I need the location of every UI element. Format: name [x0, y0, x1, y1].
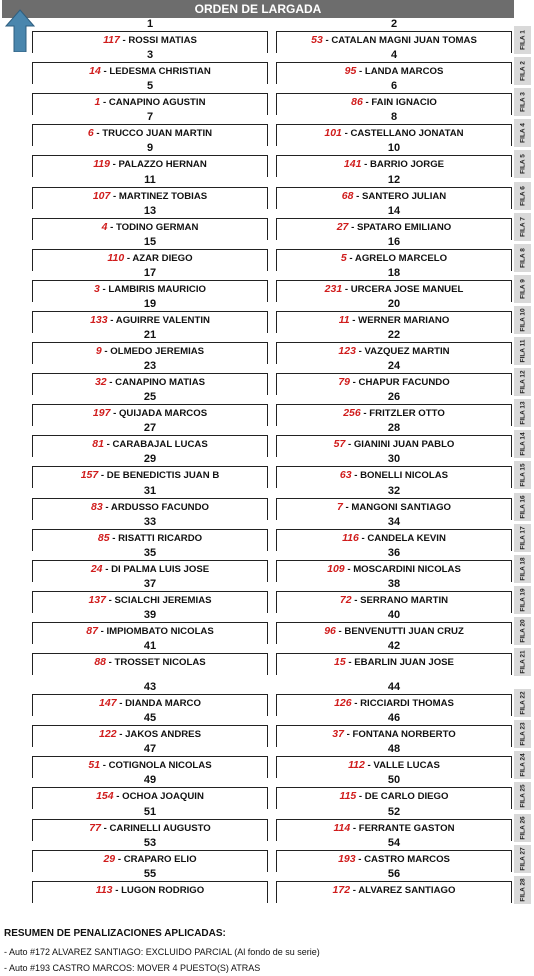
penalty-item: - Auto #193 CASTRO MARCOS: MOVER 4 PUESTO(S) ATRAS [4, 963, 261, 973]
car-number: 113 [95, 883, 113, 896]
row-label-text: FILA 17 [519, 525, 526, 550]
grid-position-number: 16 [387, 235, 401, 248]
separator: - [105, 594, 115, 606]
grid-position-number: 41 [143, 640, 157, 652]
car-number: 24 [90, 562, 103, 575]
row-label-text: FILA 7 [519, 216, 526, 237]
separator: - [99, 283, 109, 295]
row-label [514, 337, 531, 365]
car-number: 87 [86, 624, 98, 637]
separator: - [349, 314, 359, 326]
driver-name: JAKOS ANDRES [125, 729, 201, 741]
separator: - [364, 760, 374, 772]
row-label-text: FILA 20 [519, 619, 526, 643]
row-label-text: FILA 13 [519, 401, 526, 425]
driver-name: FONTANA NORBERTO [352, 729, 456, 741]
separator: - [101, 346, 111, 357]
car-number: 6 [87, 127, 94, 140]
driver-name: SCIALCHI JEREMIAS [114, 594, 212, 606]
row-label [514, 244, 531, 272]
car-number: 95 [344, 65, 357, 78]
car-number: 256 [343, 407, 361, 420]
separator: - [109, 159, 119, 171]
driver-name: URCERA JOSE MANUEL [350, 283, 464, 295]
separator: - [110, 408, 119, 420]
row-label-text: FILA 9 [519, 278, 526, 299]
grid-position-number: 50 [387, 774, 401, 787]
separator: - [116, 729, 126, 741]
driver-name: FAIN IGNACIO [371, 97, 437, 109]
car-number: 68 [341, 189, 354, 202]
car-number: 117 [103, 34, 120, 46]
driver-name: MOSCARDINI NICOLAS [353, 563, 461, 575]
separator: - [355, 853, 365, 865]
separator: - [103, 439, 113, 451]
car-number: 9 [95, 345, 102, 357]
car-number: 193 [338, 852, 356, 865]
driver-name: ARDUSSO FACUNDO [110, 501, 209, 513]
driver-name: MANGONI SANTIAGO [351, 501, 452, 513]
car-number: 119 [93, 158, 110, 171]
separator: - [350, 377, 359, 389]
driver-name: CASTRO MARCOS [364, 853, 450, 865]
grid-position-number: 20 [387, 297, 401, 310]
row-label-text: FILA 1 [519, 30, 526, 50]
row-label [514, 845, 531, 873]
row-label-text: FILA 26 [519, 815, 526, 840]
row-label-text: FILA 6 [519, 185, 526, 206]
row-label [514, 782, 531, 810]
car-number: 86 [351, 96, 363, 109]
car-number: 4 [101, 220, 108, 233]
grid-position-number: 38 [387, 577, 401, 590]
driver-name: FERRANTE GASTON [358, 822, 455, 834]
row-label [514, 399, 531, 427]
grid-position-number: 53 [143, 836, 157, 849]
grid-position-number: 29 [143, 453, 157, 466]
driver-name: BARRIO JORGE [369, 159, 445, 171]
car-number: 15 [334, 656, 346, 668]
row-label [514, 617, 531, 645]
grid-position-number: 37 [143, 577, 157, 590]
car-number: 85 [97, 531, 110, 544]
driver-name: SERRANO MARTIN [360, 594, 449, 606]
driver-name: DI PALMA LUIS JOSE [111, 563, 210, 575]
driver-name: WERNER MARIANO [358, 314, 450, 326]
driver-name: CHAPUR FACUNDO [358, 377, 450, 389]
row-label-text: FILA 25 [519, 784, 526, 809]
driver-name: MARTINEZ TOBIAS [118, 190, 208, 202]
separator: - [351, 594, 361, 606]
car-number: 231 [324, 282, 343, 295]
driver-name: CRAPARO ELIO [123, 853, 197, 865]
row-label [514, 524, 531, 552]
grid-position-number: 22 [387, 329, 401, 341]
driver-name: BONELLI NICOLAS [360, 470, 449, 482]
row-label-text: FILA 19 [519, 588, 526, 612]
driver-name: LAMBIRIS MAURICIO [108, 283, 206, 295]
separator: - [322, 35, 332, 46]
separator: - [342, 283, 351, 295]
page-title: ORDEN DE LARGADA [2, 0, 514, 18]
grid-position-number: 42 [387, 640, 401, 652]
separator: - [98, 470, 107, 482]
row-label-text: FILA 23 [519, 722, 526, 746]
car-number: 114 [333, 821, 351, 834]
separator: - [100, 822, 110, 834]
separator: - [110, 190, 119, 202]
car-number: 63 [339, 469, 352, 482]
car-number: 115 [339, 790, 357, 803]
separator: - [100, 66, 110, 78]
row-label-text: FILA 14 [519, 432, 526, 456]
driver-name: SPATARO EMILIANO [356, 221, 452, 233]
grid-slot [32, 881, 268, 903]
separator: - [346, 252, 355, 264]
car-number: 3 [94, 282, 100, 295]
grid-position-number: 31 [143, 484, 157, 497]
grid-position-number: 40 [387, 608, 401, 621]
grid-position-number: 45 [143, 712, 157, 725]
row-label [514, 368, 531, 396]
separator: - [353, 190, 362, 202]
driver-name: AGUIRRE VALENTIN [115, 314, 210, 326]
separator: - [360, 408, 370, 420]
separator: - [356, 66, 365, 78]
driver-name: GIANINI JUAN PABLO [353, 439, 455, 451]
car-number: 57 [333, 438, 346, 451]
car-number: 51 [88, 759, 101, 772]
grid-position-number: 8 [390, 111, 398, 124]
grid-position-number: 30 [387, 453, 401, 466]
grid-position-number: 4 [390, 49, 398, 62]
grid-position-number: 54 [387, 836, 401, 849]
driver-name: SANTERO JULIAN [362, 190, 447, 202]
separator: - [107, 314, 116, 326]
car-number: 5 [340, 251, 347, 264]
car-number: 110 [107, 251, 125, 264]
car-number: 83 [91, 500, 103, 513]
separator: - [341, 128, 351, 140]
separator: - [112, 884, 122, 896]
row-label-text: FILA 11 [519, 339, 526, 363]
grid-position-number: 56 [387, 867, 401, 880]
grid-position-number: 7 [146, 111, 154, 124]
separator: - [124, 252, 133, 264]
separator: - [350, 884, 359, 896]
grid-position-number: 52 [387, 805, 401, 818]
separator: - [348, 221, 357, 233]
driver-name: COTIGNOLA NICOLAS [108, 760, 212, 772]
grid-position-number: 23 [143, 360, 157, 373]
separator: - [100, 760, 109, 772]
grid-position-number: 9 [146, 142, 154, 155]
row-label-text: FILA 27 [519, 846, 526, 871]
car-number: 53 [311, 34, 323, 46]
row-label-text: FILA 4 [519, 123, 526, 144]
separator: - [102, 563, 112, 575]
row-label [514, 26, 531, 54]
row-label-text: FILA 12 [519, 370, 526, 394]
driver-name: TROSSET NICOLAS [114, 657, 206, 668]
grid-position-number: 21 [143, 329, 157, 341]
separator: - [106, 377, 116, 389]
separator: - [335, 625, 345, 637]
car-number: 1 [94, 96, 101, 109]
car-number: 77 [89, 821, 101, 834]
row-label-text: FILA 5 [519, 154, 526, 175]
driver-name: VALLE LUCAS [373, 760, 440, 772]
driver-name: BENVENUTTI JUAN CRUZ [344, 625, 464, 637]
grid-position-number: 49 [143, 774, 157, 787]
grid-position-number: 26 [387, 391, 401, 404]
separator: - [116, 698, 126, 710]
driver-name: OLMEDO JEREMIAS [110, 346, 205, 357]
grid-position-number: 14 [387, 204, 401, 217]
row-label [514, 275, 531, 303]
driver-name: OCHOA JOAQUIN [122, 791, 204, 803]
car-number: 147 [99, 697, 117, 710]
grid-position-number: 28 [387, 422, 401, 435]
driver-name: PALAZZO HERNAN [118, 159, 207, 171]
driver-name: ALVAREZ SANTIAGO [358, 884, 456, 896]
driver-name: CANDELA KEVIN [367, 532, 446, 544]
driver-name: ROSSI MATIAS [128, 35, 197, 46]
driver-name: RISATTI RICARDO [118, 532, 203, 544]
driver-name: TODINO GERMAN [115, 221, 199, 233]
driver-name: AZAR DIEGO [132, 252, 193, 264]
separator: - [345, 439, 354, 451]
car-number: 122 [99, 728, 117, 741]
row-label [514, 814, 531, 842]
row-label [514, 493, 531, 521]
grid-position-number: 25 [143, 391, 157, 404]
row-label [514, 119, 531, 147]
driver-name: EBARLIN JUAN JOSE [354, 657, 454, 668]
driver-name: CARINELLI AUGUSTO [109, 822, 211, 834]
separator: - [113, 791, 123, 803]
driver-name: FRITZLER OTTO [369, 408, 445, 420]
row-label [514, 720, 531, 748]
driver-name: CANAPINO MATIAS [115, 377, 206, 389]
grid-position-number: 36 [387, 546, 401, 559]
car-number: 137 [88, 593, 106, 606]
grid-position-number: 1 [146, 18, 154, 30]
grid-slot [276, 653, 512, 675]
row-label-text: FILA 24 [519, 753, 526, 777]
grid-position-number: 13 [143, 204, 157, 217]
car-number: 172 [332, 883, 351, 896]
driver-name: AGRELO MARCELO [354, 252, 448, 264]
driver-name: IMPIOMBATO NICOLAS [106, 625, 214, 637]
car-number: 37 [332, 728, 344, 741]
grid-position-number: 5 [146, 80, 154, 93]
car-number: 123 [338, 345, 356, 357]
separator: - [93, 128, 103, 140]
separator: - [358, 532, 368, 544]
row-label [514, 57, 531, 85]
grid-position-number: 24 [387, 360, 401, 373]
car-number: 116 [342, 531, 359, 544]
car-number: 32 [94, 376, 107, 389]
grid-position-number: 10 [387, 142, 401, 155]
car-number: 157 [80, 469, 99, 482]
car-number: 101 [324, 127, 342, 140]
grid-position-number: 44 [387, 681, 401, 694]
driver-name: VAZQUEZ MARTIN [364, 346, 450, 357]
row-label-text: FILA 10 [519, 308, 526, 332]
separator: - [344, 563, 354, 575]
separator: - [356, 791, 365, 803]
driver-name: TRUCCO JUAN MARTIN [102, 128, 213, 140]
grid-position-number: 18 [387, 266, 401, 279]
driver-name: DE BENEDICTIS JUAN B [106, 470, 220, 482]
car-number: 96 [324, 624, 336, 637]
grid-position-number: 6 [390, 80, 398, 93]
driver-name: CANAPINO AGUSTIN [108, 97, 206, 109]
car-number: 11 [338, 313, 350, 326]
car-number: 72 [339, 593, 352, 606]
car-number: 133 [90, 313, 108, 326]
row-label [514, 586, 531, 614]
penalties-title: RESUMEN DE PENALIZACIONES APLICADAS: [4, 928, 226, 939]
car-number: 81 [92, 438, 104, 451]
row-label-text: FILA 15 [519, 463, 526, 488]
separator: - [361, 159, 370, 171]
separator: - [350, 822, 359, 834]
row-label [514, 461, 531, 489]
driver-name: LEDESMA CHRISTIAN [109, 66, 211, 78]
separator: - [351, 470, 361, 482]
grid-position-number: 17 [143, 266, 157, 279]
driver-name: LANDA MARCOS [364, 66, 444, 78]
row-label-text: FILA 16 [519, 494, 526, 519]
grid-position-number: 15 [143, 235, 157, 248]
car-number: 109 [327, 562, 345, 575]
grid-position-number: 55 [143, 867, 157, 880]
row-label-text: FILA 2 [519, 61, 526, 81]
grid-position-number: 43 [143, 681, 157, 694]
car-number: 126 [334, 697, 352, 710]
grid-position-number: 19 [143, 297, 157, 310]
car-number: 27 [336, 220, 349, 233]
row-label [514, 555, 531, 583]
grid-slot [32, 653, 268, 675]
grid-position-number: 51 [143, 805, 157, 818]
car-number: 154 [96, 790, 114, 803]
row-label-text: FILA 18 [519, 557, 526, 581]
row-label-text: FILA 3 [519, 92, 526, 112]
separator: - [345, 657, 355, 668]
grid-position-number: 2 [390, 18, 398, 30]
driver-name: CASTELLANO JONATAN [350, 128, 464, 140]
separator: - [343, 729, 353, 741]
row-label-text: FILA 22 [519, 691, 526, 715]
row-label [514, 182, 531, 210]
car-number: 141 [343, 158, 362, 171]
row-label [514, 306, 531, 334]
grid-position-number: 46 [387, 712, 401, 725]
separator: - [119, 35, 129, 46]
car-number: 14 [89, 65, 101, 78]
separator: - [362, 97, 372, 109]
car-number: 107 [92, 189, 111, 202]
row-label [514, 876, 531, 904]
row-label-text: FILA 8 [519, 247, 526, 268]
separator: - [351, 698, 361, 710]
grid-position-number: 35 [143, 546, 157, 559]
separator: - [106, 657, 115, 668]
car-number: 112 [348, 759, 365, 772]
grid-position-number: 12 [387, 173, 401, 186]
row-label [514, 213, 531, 241]
grid-position-number: 48 [387, 743, 401, 756]
car-number: 88 [94, 656, 106, 668]
driver-name: DE CARLO DIEGO [364, 791, 449, 803]
row-label-text: FILA 28 [519, 878, 526, 902]
separator: - [102, 501, 111, 513]
row-label-text: FILA 21 [519, 650, 526, 674]
driver-name: CATALAN MAGNI JUAN TOMAS [331, 35, 477, 46]
driver-name: DIANDA MARCO [125, 698, 201, 710]
car-number: 79 [338, 376, 350, 389]
car-number: 197 [92, 407, 111, 420]
driver-name: LUGON RODRIGO [121, 884, 205, 896]
car-number: 29 [103, 852, 116, 865]
row-label [514, 648, 531, 676]
separator: - [109, 532, 119, 544]
car-number: 7 [336, 500, 343, 513]
grid-position-number: 27 [143, 422, 157, 435]
grid-position-number: 11 [144, 173, 156, 186]
row-label [514, 150, 531, 178]
separator: - [342, 501, 352, 513]
separator: - [115, 853, 124, 865]
driver-name: RICCIARDI THOMAS [360, 698, 454, 710]
separator: - [100, 97, 109, 109]
separator: - [97, 625, 107, 637]
row-label [514, 430, 531, 458]
grid-position-number: 32 [387, 484, 401, 497]
grid-position-number: 47 [143, 743, 157, 756]
grid-position-number: 34 [387, 515, 401, 528]
separator: - [355, 346, 365, 357]
row-label [514, 88, 531, 116]
grid-position-number: 3 [146, 49, 154, 62]
penalty-item: - Auto #172 ALVAREZ SANTIAGO: EXCLUIDO PARCIAL (Al fondo de su serie) [4, 947, 320, 957]
separator: - [107, 221, 116, 233]
grid-position-number: 33 [143, 515, 157, 528]
driver-name: QUIJADA MARCOS [118, 408, 208, 420]
row-label [514, 689, 531, 717]
row-label [514, 751, 531, 779]
grid-position-number: 39 [143, 608, 157, 621]
driver-name: CARABAJAL LUCAS [112, 439, 208, 451]
grid-slot [276, 881, 512, 903]
